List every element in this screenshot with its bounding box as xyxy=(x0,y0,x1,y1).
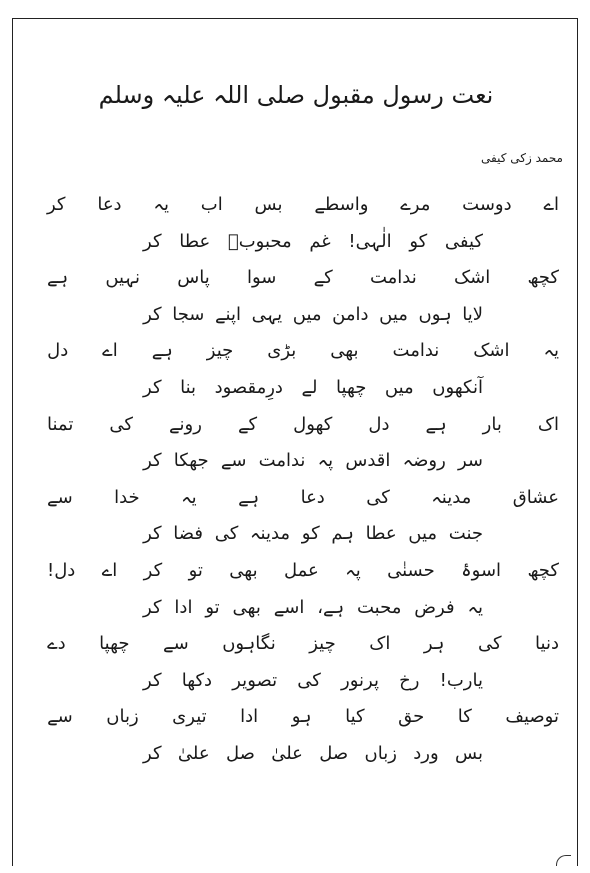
verse-word: تصویر xyxy=(232,669,278,691)
verse-word: اقدس xyxy=(345,450,391,472)
verse-word: علیٰ xyxy=(271,743,303,764)
verse-word: دل xyxy=(368,413,390,435)
verse-line xyxy=(47,480,559,516)
verse-word: حق xyxy=(398,706,425,728)
verse-word: بار xyxy=(482,413,502,435)
verse-word: اے xyxy=(543,194,559,215)
verse-word: تیری xyxy=(172,706,207,728)
verse-word: کر xyxy=(143,377,162,398)
poem-author: محمد زکی کیفی xyxy=(481,151,563,165)
verse-word: کر xyxy=(143,743,162,764)
verse-word: چھپا xyxy=(99,633,130,655)
verse-word: غم xyxy=(309,230,331,252)
verse-word: بس xyxy=(455,743,483,764)
verse-word: دعا xyxy=(300,486,325,508)
verse-word: یہ xyxy=(467,596,483,618)
verse-word: الٰہی! xyxy=(348,230,392,252)
verse-word: کھول xyxy=(293,413,333,435)
verse-line xyxy=(47,699,559,735)
verse-word: یہ xyxy=(181,486,197,508)
verse-word: بڑی xyxy=(267,340,297,362)
verse-word: اشک xyxy=(454,267,491,289)
verse-word: محبوبؐ xyxy=(227,230,292,252)
verse-word: رونے xyxy=(168,413,202,435)
verse-word: کے xyxy=(313,267,333,289)
verse-word: کیا xyxy=(345,706,365,728)
verse-word: ادا xyxy=(174,596,193,618)
verse-word: خدا xyxy=(114,486,140,508)
verse-line xyxy=(47,626,559,662)
verse-word: عطا xyxy=(179,230,211,252)
verse-word: چیز xyxy=(309,633,336,655)
verse-word: کر xyxy=(143,303,162,325)
verse-word: زباں xyxy=(106,706,139,728)
verse-word: عشاق xyxy=(512,486,559,508)
verse-word: ہے xyxy=(151,340,173,362)
verse-word: پاس xyxy=(177,267,210,289)
verse-word: دامن xyxy=(332,303,369,325)
verse-word: محبت xyxy=(357,596,402,618)
verse-word: دکھا xyxy=(181,669,213,691)
verse-word: ہوں xyxy=(418,303,452,325)
verse-word: ہے xyxy=(425,413,447,435)
verse-word: بھی xyxy=(229,560,258,581)
verse-word: بھی xyxy=(330,340,359,362)
verse-word: کو xyxy=(301,523,320,545)
verse-word: ہم xyxy=(331,523,354,545)
verse-line xyxy=(143,224,483,260)
verse-word: سے xyxy=(47,706,73,728)
verse-word: کر xyxy=(143,450,162,472)
verse-word: یہی xyxy=(251,303,283,325)
verse-word: کر xyxy=(143,669,162,691)
verse-word: دل xyxy=(47,340,69,362)
verse-word: کر xyxy=(143,596,162,618)
verse-word: نگاہوں xyxy=(222,633,276,655)
verse-word: دنیا xyxy=(535,633,559,655)
verse-word: ورد xyxy=(413,743,439,764)
verse-word: صل xyxy=(319,743,349,764)
verse-word: مدینہ xyxy=(249,523,291,545)
verse-word: آنکھوں xyxy=(432,377,483,398)
verse-word: رخ xyxy=(399,669,420,691)
verse-word: کیفی xyxy=(444,230,483,252)
verse-word: کر xyxy=(143,560,163,581)
verse-word: درِمقصود xyxy=(214,377,283,398)
verse-word: توصیف xyxy=(505,706,559,728)
verse-word: بس xyxy=(254,194,283,215)
verse-word: علیٰ xyxy=(177,743,210,764)
verse-word: صل xyxy=(225,743,255,764)
verse-word: لایا xyxy=(462,303,483,325)
poem-title: نعت رسول مقبول صلی اللہ علیہ وسلم xyxy=(98,81,494,109)
verse-line xyxy=(143,590,483,626)
verse-word: اپنے xyxy=(215,303,241,325)
verse-word: تمنا xyxy=(47,413,74,435)
verse-word: کی xyxy=(477,633,502,655)
verse-word: سجا xyxy=(172,303,205,325)
verse-word: کو xyxy=(409,230,428,252)
verse-line xyxy=(143,297,483,333)
verse-word: میں xyxy=(384,377,414,398)
verse-word: بنا xyxy=(180,377,197,398)
verse-word: کی xyxy=(214,523,239,545)
verse-word: کر xyxy=(143,523,162,545)
verse-word: جھکا xyxy=(173,450,209,472)
verse-word: کی xyxy=(366,486,390,508)
verse-line xyxy=(143,443,483,479)
verse-line xyxy=(143,516,483,552)
verse-word: کی xyxy=(109,413,133,435)
verse-word: تو xyxy=(188,560,203,581)
verse-word: یہ xyxy=(153,194,169,215)
verse-line xyxy=(47,407,559,443)
verse-word: عطا xyxy=(365,523,397,545)
verse-word: ہے xyxy=(47,267,69,289)
verse-word: ندامت xyxy=(369,267,417,289)
verse-word: چیز xyxy=(206,340,234,362)
verse-word: اسوۂ xyxy=(461,560,502,581)
verse-word: اے xyxy=(101,560,118,581)
page-corner-mark xyxy=(556,855,571,866)
verse-word: میں xyxy=(379,303,408,325)
verse-word: پرنور xyxy=(341,669,379,691)
verse-word: فرض xyxy=(414,596,455,618)
verse-word: نہیں xyxy=(105,267,141,289)
verse-word: اے xyxy=(102,340,118,362)
verse-word: بھی xyxy=(232,596,261,618)
verse-word: مرے xyxy=(400,194,431,215)
verse-word: جنت xyxy=(448,523,483,545)
verse-word: ندامت xyxy=(392,340,440,362)
verse-line xyxy=(143,663,483,699)
verse-line xyxy=(47,553,559,589)
verse-word: زباں xyxy=(364,743,397,764)
verse-word: دوست xyxy=(462,194,512,215)
verse-word: کی xyxy=(297,669,321,691)
verse-word: اک xyxy=(537,413,559,435)
verse-word: اشک xyxy=(473,340,510,362)
verse-word: سے xyxy=(220,450,247,472)
verse-word: اب xyxy=(200,194,223,215)
verse-word: ہے، xyxy=(317,596,345,618)
document-page xyxy=(12,18,578,866)
verse-word: واسطے xyxy=(314,194,369,215)
verse-word: یہ xyxy=(543,340,559,362)
verse-word: سر xyxy=(457,450,483,472)
verse-word: اسے xyxy=(273,596,305,618)
verse-line xyxy=(47,260,559,296)
verse-word: میں xyxy=(292,303,322,325)
verse-word: تو xyxy=(205,596,220,618)
verse-word: اک xyxy=(369,633,391,655)
verse-line xyxy=(47,333,559,369)
verse-word: میں xyxy=(408,523,438,545)
verse-word: ندامت xyxy=(258,450,306,472)
verse-line xyxy=(47,187,559,223)
verse-word: پہ xyxy=(317,450,334,472)
verse-word: کچھ xyxy=(527,267,559,289)
verse-word: کا xyxy=(457,706,472,728)
verse-word: کچھ xyxy=(527,560,559,581)
verse-word: دے xyxy=(47,633,66,655)
verse-word: حسنٰی xyxy=(387,560,435,581)
verse-word: چھپا xyxy=(336,377,367,398)
verse-word: دعا xyxy=(97,194,122,215)
verse-word: عمل xyxy=(283,560,319,581)
verse-word: سے xyxy=(47,486,73,508)
verse-word: ہر xyxy=(423,633,445,655)
verse-word: کر xyxy=(143,230,162,252)
verse-word: ادا xyxy=(240,706,259,728)
verse-word: سوا xyxy=(247,267,277,289)
verse-word: کر xyxy=(47,194,66,215)
verse-line xyxy=(143,370,483,406)
verse-word: دل! xyxy=(47,560,76,581)
verse-word: روضہ xyxy=(402,450,446,472)
verse-word: کے xyxy=(237,413,258,435)
verse-word: پہ xyxy=(345,560,361,581)
verse-word: یارب! xyxy=(439,669,483,691)
verse-word: سے xyxy=(163,633,189,655)
verse-word: ہے xyxy=(238,486,260,508)
verse-line xyxy=(143,736,483,772)
verse-word: ہو xyxy=(291,706,312,728)
verse-word: فضا xyxy=(173,523,203,545)
verse-word: لے xyxy=(301,377,318,398)
verse-word: مدینہ xyxy=(431,486,472,508)
